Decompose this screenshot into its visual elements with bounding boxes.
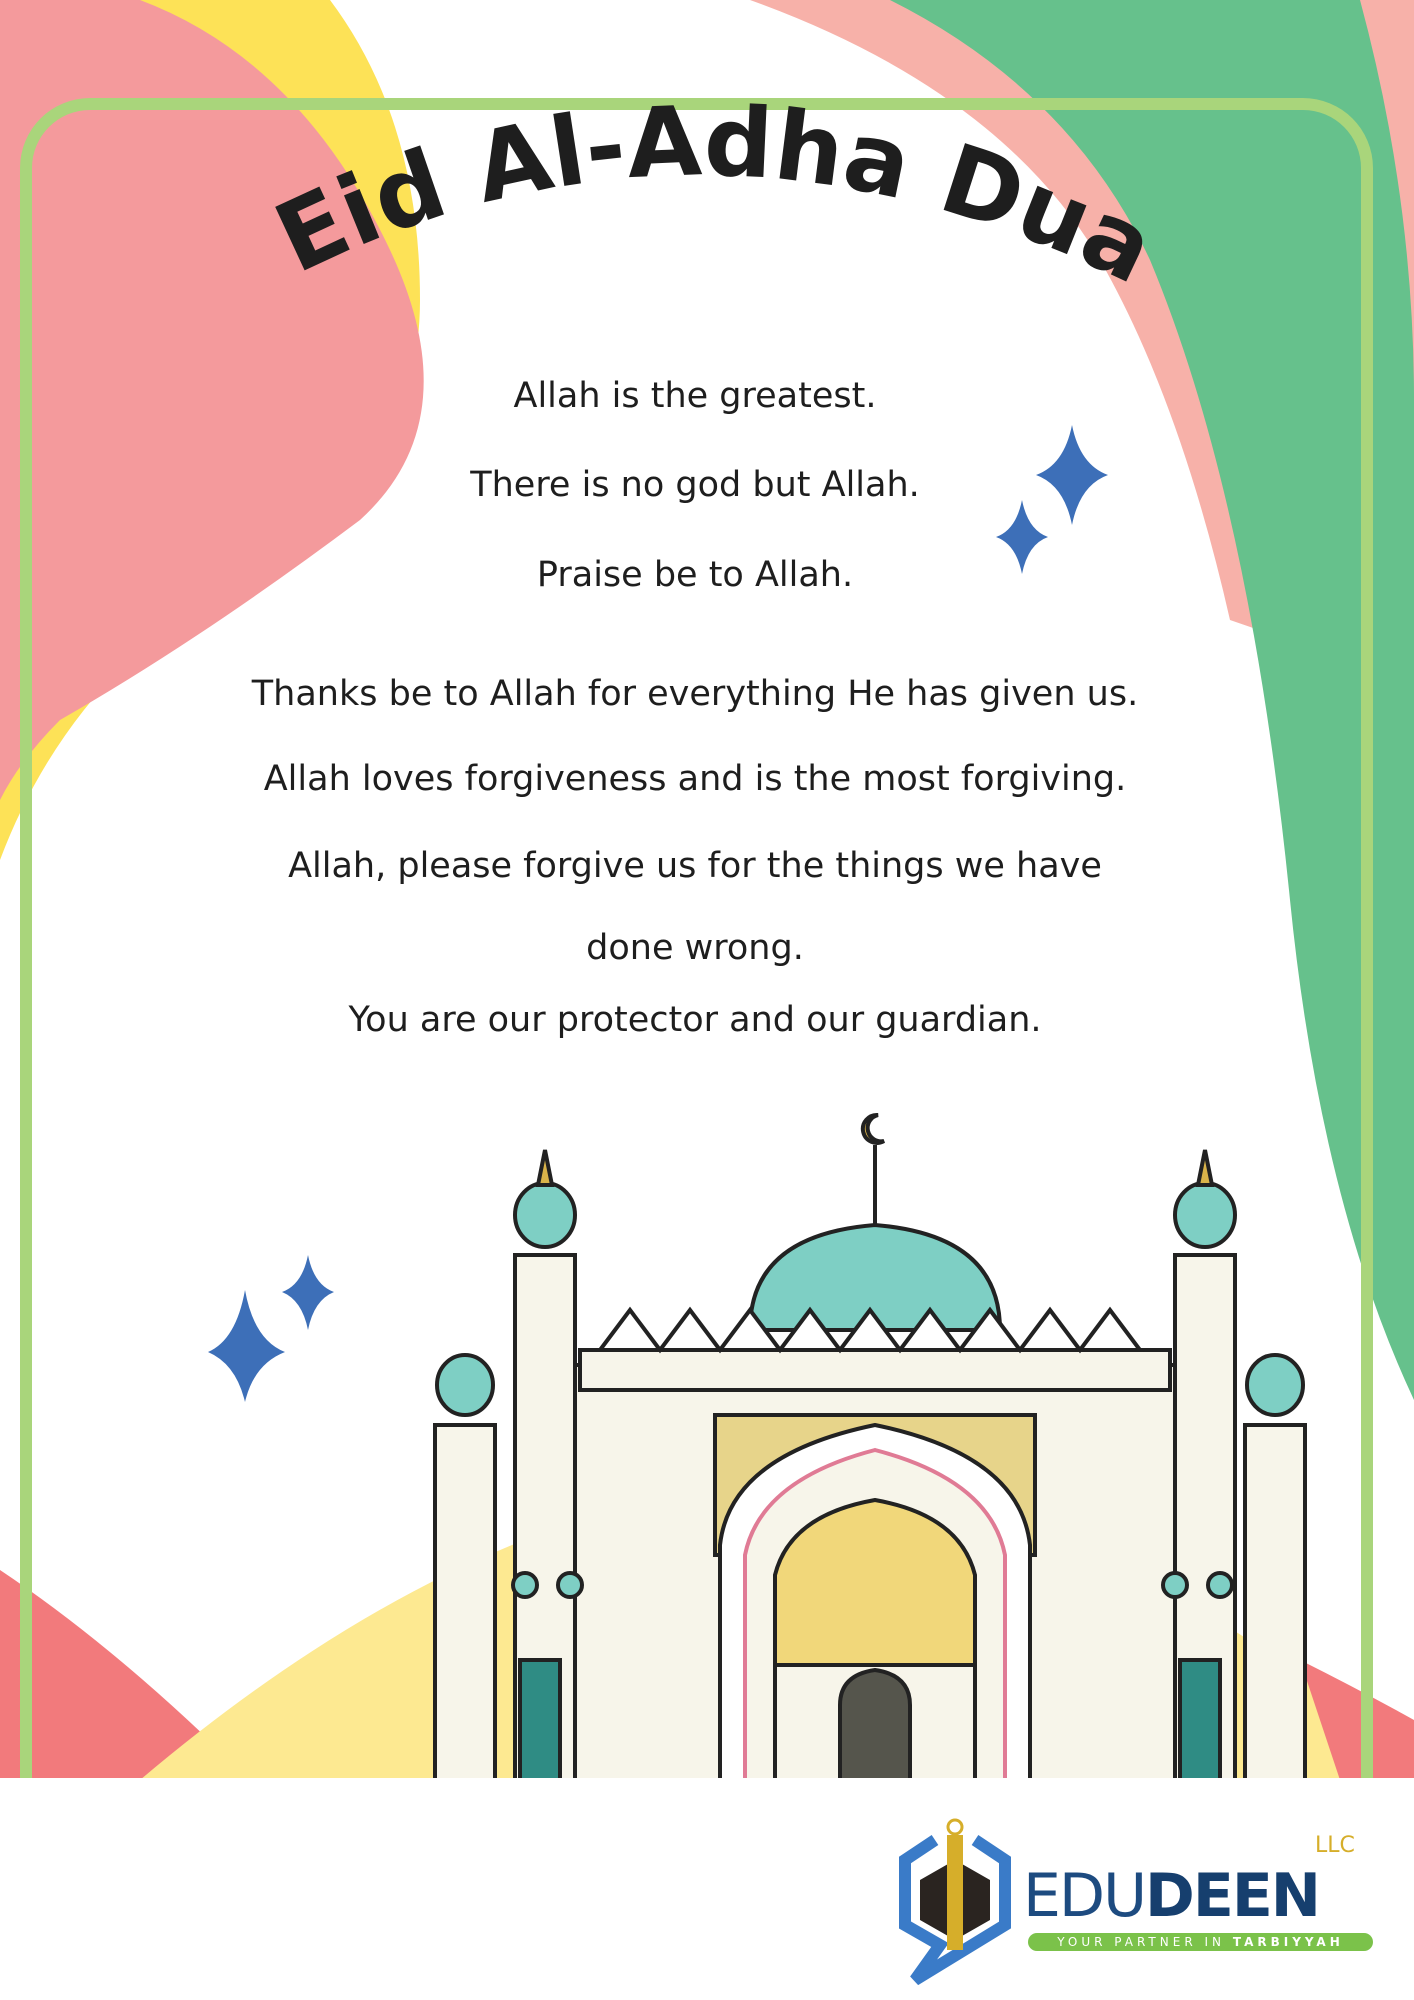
logo-tagline xyxy=(1028,1933,1373,1951)
logo-edu: EDU xyxy=(1023,1861,1146,1931)
dua-line: There is no god but Allah. xyxy=(470,465,920,505)
svg-text:Eid Al-Adha Dua xyxy=(259,85,1171,305)
dua-line: Thanks be to Allah for everything He has given us. xyxy=(251,674,1139,714)
dua-line: Allah loves forgiveness and is the most forgiving. xyxy=(263,759,1127,799)
logo-mark-icon xyxy=(895,1805,1015,1985)
title-text: Eid Al-Adha Dua xyxy=(259,85,1171,306)
dua-line: done wrong. xyxy=(586,928,804,968)
dua-line: Allah is the greatest. xyxy=(513,376,877,416)
tagline-bold: TARBIYYAH xyxy=(1232,1935,1344,1949)
dua-line: You are our protector and our guardian. xyxy=(348,1000,1042,1040)
page-title xyxy=(0,0,1414,385)
logo-deen: DEEN xyxy=(1145,1861,1320,1931)
mosque-illustration xyxy=(430,1105,1310,1780)
logo-llc: LLC xyxy=(1315,1833,1355,1858)
dua-line: Allah, please forgive us for the things we have xyxy=(288,846,1102,886)
dua-line: Praise be to Allah. xyxy=(536,555,854,595)
edudeen-logo xyxy=(895,1805,1395,1985)
tagline-text: YOUR PARTNER IN xyxy=(1057,1935,1233,1949)
